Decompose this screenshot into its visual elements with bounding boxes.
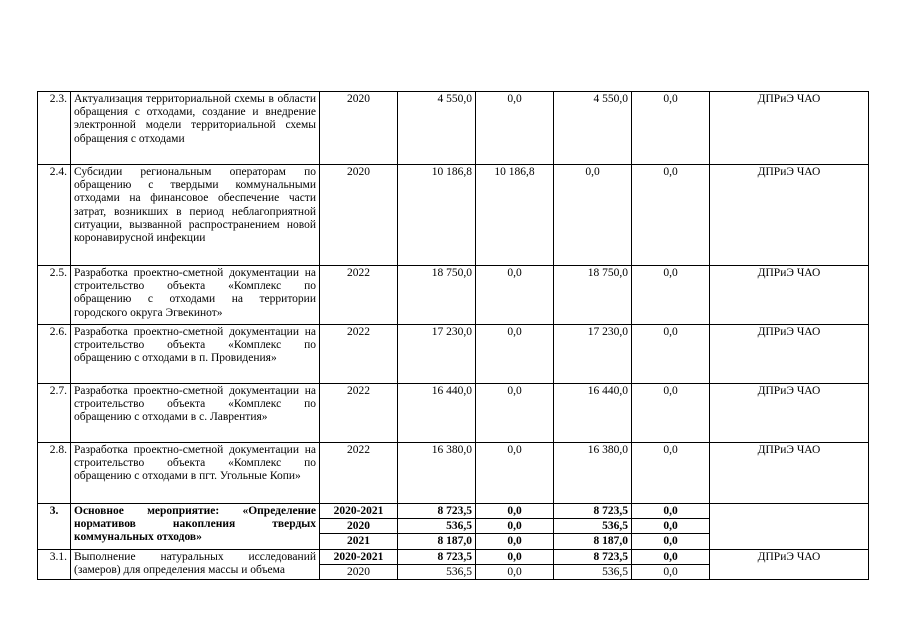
regional-cell: 536,5: [554, 519, 632, 534]
year-cell: 2020: [320, 92, 398, 165]
total-cell: 17 230,0: [398, 325, 476, 384]
activity-description: Выполнение натуральных исследований (замеров) для определения массы и объема: [71, 549, 320, 579]
other-cell: 0,0: [632, 92, 710, 165]
row-number: 2.4.: [38, 165, 71, 266]
federal-cell: 0,0: [476, 325, 554, 384]
total-cell: 8 187,0: [398, 534, 476, 549]
row-number: 2.8.: [38, 443, 71, 504]
executor-cell-empty: [710, 504, 869, 550]
year-cell: 2022: [320, 384, 398, 443]
activity-description: Актуализация территориальной схемы в области обращения с отходами, создание и внедрение электронной модели территориальной схемы обращения с отходами: [71, 92, 320, 165]
other-cell: 0,0: [632, 504, 710, 519]
total-cell: 536,5: [398, 564, 476, 579]
other-cell: 0,0: [632, 549, 710, 564]
regional-cell: 8 187,0: [554, 534, 632, 549]
activity-description: Субсидии региональным операторам по обращению с твердыми коммунальными отходами на финансовое обеспечение части затрат, возникших в период неблагоприятной ситуации, вызванной распространением новой коронавирусной инфекции: [71, 165, 320, 266]
other-cell: 0,0: [632, 564, 710, 579]
section-number: 3.: [38, 504, 71, 550]
year-cell: 2020: [320, 564, 398, 579]
total-cell: 536,5: [398, 519, 476, 534]
executor-cell: ДПРиЭ ЧАО: [710, 266, 869, 325]
regional-cell: 18 750,0: [554, 266, 632, 325]
federal-cell: 0,0: [476, 519, 554, 534]
row-number: 3.1.: [38, 549, 71, 579]
regional-cell: 536,5: [554, 564, 632, 579]
total-cell: 8 723,5: [398, 549, 476, 564]
other-cell: 0,0: [632, 519, 710, 534]
other-cell: 0,0: [632, 534, 710, 549]
total-cell: 8 723,5: [398, 504, 476, 519]
table-row: [38, 266, 869, 325]
regional-cell: 8 723,5: [554, 549, 632, 564]
section-row: [38, 504, 869, 519]
executor-cell: ДПРиЭ ЧАО: [710, 384, 869, 443]
regional-cell: 17 230,0: [554, 325, 632, 384]
executor-cell: ДПРиЭ ЧАО: [710, 325, 869, 384]
row-number: 2.3.: [38, 92, 71, 165]
activity-description: Разработка проектно-сметной документации на строительство объекта «Комплекс по обращению с отходами в пгт. Угольные Копи»: [71, 443, 320, 504]
total-cell: 16 380,0: [398, 443, 476, 504]
executor-cell: ДПРиЭ ЧАО: [710, 549, 869, 579]
federal-cell: 0,0: [476, 266, 554, 325]
table-row: [38, 549, 869, 564]
other-cell: 0,0: [632, 325, 710, 384]
federal-cell: 10 186,8: [476, 165, 554, 266]
table-row: [38, 165, 869, 266]
year-cell: 2022: [320, 266, 398, 325]
regional-cell: 8 723,5: [554, 504, 632, 519]
year-cell: 2020-2021: [320, 549, 398, 564]
total-cell: 10 186,8: [398, 165, 476, 266]
activity-description: Разработка проектно-сметной документации на строительство объекта «Комплекс по обращению с отходами на территории городского округа Эгвекинот»: [71, 266, 320, 325]
section-description: Основное мероприятие: «Определение нормативов накопления твердых коммунальных отходов»: [71, 504, 320, 550]
regional-cell: 4 550,0: [554, 92, 632, 165]
federal-cell: 0,0: [476, 384, 554, 443]
table-row: [38, 325, 869, 384]
year-cell: 2021: [320, 534, 398, 549]
year-cell: 2020-2021: [320, 504, 398, 519]
row-number: 2.5.: [38, 266, 71, 325]
executor-cell: ДПРиЭ ЧАО: [710, 165, 869, 266]
other-cell: 0,0: [632, 165, 710, 266]
federal-cell: 0,0: [476, 504, 554, 519]
other-cell: 0,0: [632, 443, 710, 504]
year-cell: 2022: [320, 325, 398, 384]
federal-cell: 0,0: [476, 443, 554, 504]
year-cell: 2020: [320, 165, 398, 266]
activity-description: Разработка проектно-сметной документации на строительство объекта «Комплекс по обращению с отходами в п. Провидения»: [71, 325, 320, 384]
total-cell: 4 550,0: [398, 92, 476, 165]
row-number: 2.6.: [38, 325, 71, 384]
regional-cell: 16 440,0: [554, 384, 632, 443]
federal-cell: 0,0: [476, 534, 554, 549]
other-cell: 0,0: [632, 384, 710, 443]
federal-cell: 0,0: [476, 92, 554, 165]
regional-cell: 16 380,0: [554, 443, 632, 504]
federal-cell: 0,0: [476, 549, 554, 564]
table-row: [38, 443, 869, 504]
program-activities-table: [37, 91, 869, 580]
executor-cell: ДПРиЭ ЧАО: [710, 443, 869, 504]
total-cell: 18 750,0: [398, 266, 476, 325]
table-row: [38, 384, 869, 443]
total-cell: 16 440,0: [398, 384, 476, 443]
other-cell: 0,0: [632, 266, 710, 325]
executor-cell: ДПРиЭ ЧАО: [710, 92, 869, 165]
federal-cell: 0,0: [476, 564, 554, 579]
table-row: [38, 92, 869, 165]
row-number: 2.7.: [38, 384, 71, 443]
regional-cell: 0,0: [554, 165, 632, 266]
activity-description: Разработка проектно-сметной документации на строительство объекта «Комплекс по обращению с отходами в с. Лаврентия»: [71, 384, 320, 443]
year-cell: 2022: [320, 443, 398, 504]
year-cell: 2020: [320, 519, 398, 534]
